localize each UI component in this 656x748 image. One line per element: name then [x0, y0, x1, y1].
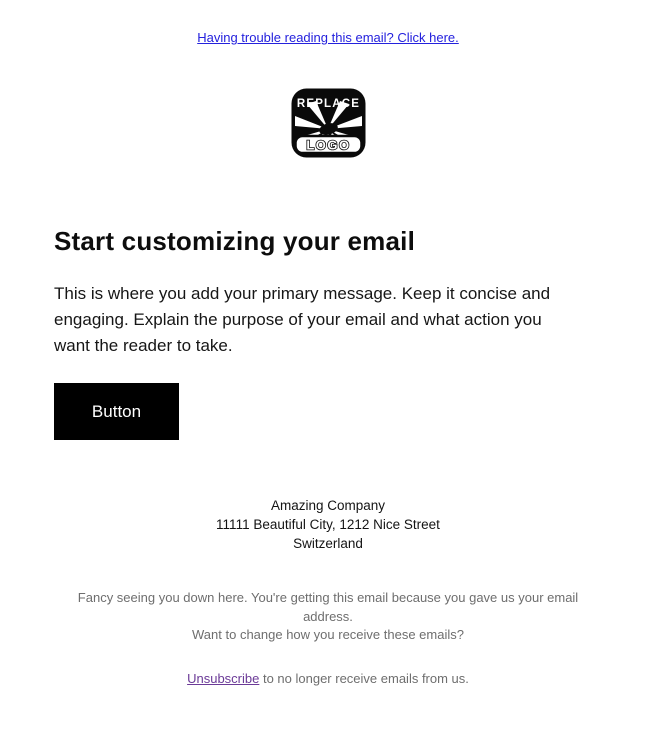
unsubscribe-row — [54, 670, 602, 688]
replace-logo-icon — [291, 88, 366, 158]
unsubscribe-link[interactable]: Unsubscribe — [187, 670, 260, 686]
logo-bottom-text: LOGO — [305, 137, 351, 153]
logo-row — [54, 88, 602, 158]
unsubscribe-rest-text: to no longer receive emails from us. — [259, 670, 469, 686]
company-address-block — [54, 496, 602, 553]
cta-button[interactable]: Button — [54, 383, 179, 440]
permission-note-line2: Want to change how you receive these emails? — [192, 627, 464, 642]
view-in-browser-row — [54, 30, 602, 46]
logo-top-text: REPLACE — [296, 98, 360, 110]
permission-note — [54, 589, 602, 645]
company-name: Amazing Company — [270, 498, 386, 513]
email-body-text: This is where you add your primary message. Keep it concise and engaging. Explain the purpose of your email and what action you want the reader to take. — [54, 284, 551, 355]
email-heading: Start customizing your email — [54, 226, 416, 256]
company-street: 11111 Beautiful City, 1212 Nice Street — [216, 517, 440, 532]
cta-row — [54, 383, 602, 440]
view-in-browser-link[interactable]: Having trouble reading this email? Click here. — [197, 30, 459, 45]
email-body-container — [28, 0, 628, 688]
company-country: Switzerland — [293, 536, 363, 551]
permission-note-line1: Fancy seeing you down here. You're getting this email because you gave us your email address. — [77, 590, 579, 624]
